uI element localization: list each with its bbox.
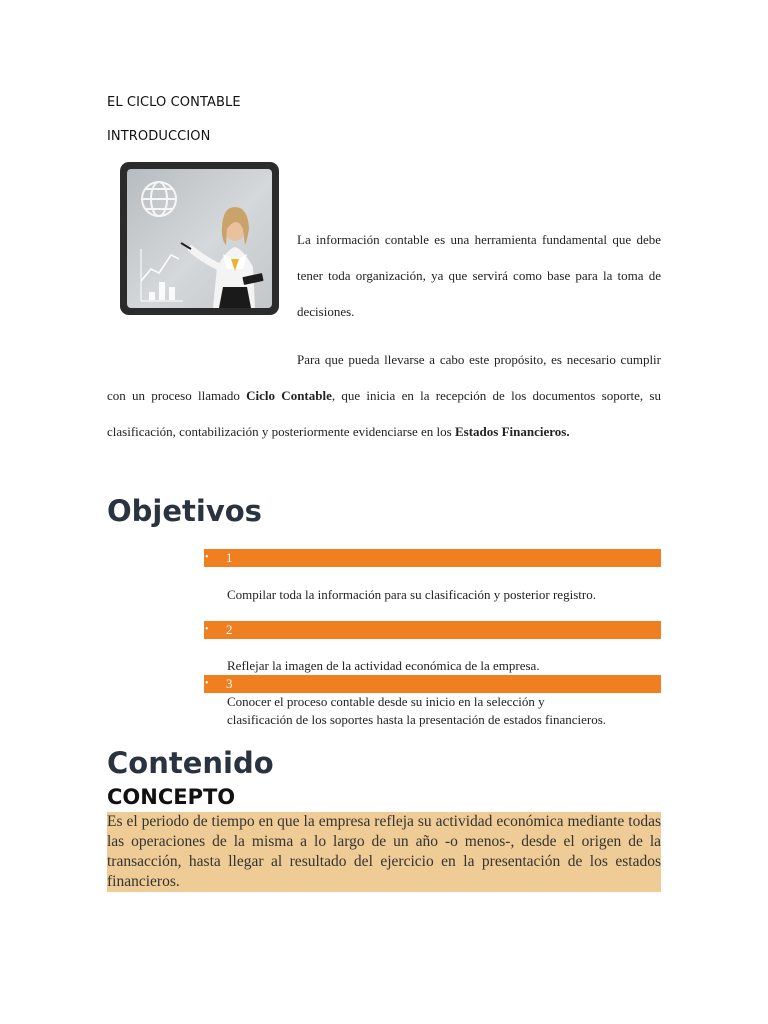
ciclo-contable-term: Ciclo Contable — [246, 388, 332, 403]
content-heading: Contenido — [107, 746, 274, 780]
presentation-photo — [120, 162, 279, 315]
introduction-heading: INTRODUCCION — [107, 129, 211, 144]
document-title: EL CICLO CONTABLE — [107, 95, 241, 110]
objectives-heading: Objetivos — [107, 494, 262, 528]
objective-number: 2 — [226, 622, 233, 637]
bullet-icon: • — [205, 624, 209, 635]
objective-bar-1 — [204, 549, 661, 567]
objective-text-2: Reflejar la imagen de la actividad económica de la empresa. — [227, 658, 540, 673]
businesswoman-presenting-chart-icon — [127, 169, 272, 308]
bullet-icon: • — [205, 552, 209, 563]
objective-bar-2 — [204, 621, 661, 639]
objective-text-1: Compilar toda la información para su clasificación y posterior registro. — [227, 587, 596, 602]
bullet-icon: • — [205, 678, 209, 689]
objective-text-3: Conocer el proceso contable desde su inicio en la selección y clasificación de los soportes hasta la presentación de estados financieros. — [227, 694, 607, 727]
concept-highlighted-text: Es el periodo de tiempo en que la empresa refleja su actividad económica mediante todas las operaciones de la misma a lo largo de un año -o menos-, desde el origen de la transacción, hasta llegar al resultado del ejercicio en la presentación de los estados financieros. — [107, 813, 661, 890]
process-paragraph: Para que pueda llevarse a cabo este propósito, es necesario cumplir con un proceso llamado Ciclo Contable, que inicia en la recepción de los documentos soporte, su clasificación, contabilización y posteriormente evidenciarse en los Estados Financieros. — [107, 352, 661, 439]
objective-number: 1 — [226, 550, 233, 565]
objective-bar-3 — [204, 675, 661, 693]
estados-financieros-term: Estados Financieros. — [454, 424, 570, 439]
intro-paragraph: La información contable es una herramienta fundamental que debe tener toda organización, ya que servirá como base para la toma de decisiones. — [297, 232, 661, 319]
concept-heading: CONCEPTO — [107, 785, 236, 809]
objective-number: 3 — [226, 676, 233, 691]
